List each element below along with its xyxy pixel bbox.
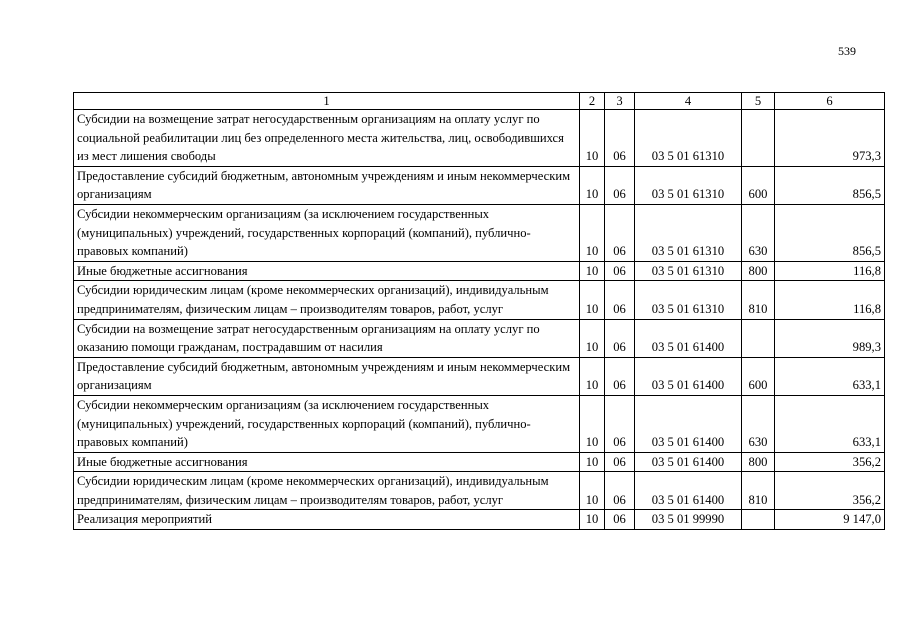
row-name: Субсидии юридическим лицам (кроме некоммерческих организаций), индивидуальным предпринимателям, физическим лицам – производителям товаров, работ, услуг <box>74 281 580 319</box>
row-expense-type <box>742 510 775 530</box>
row-section: 10 <box>580 319 605 357</box>
row-sum: 116,8 <box>775 281 885 319</box>
row-sum: 633,1 <box>775 357 885 395</box>
budget-table <box>73 92 885 530</box>
row-section: 10 <box>580 261 605 281</box>
row-target-code: 03 5 01 61310 <box>635 281 742 319</box>
row-subsection: 06 <box>605 166 635 204</box>
row-target-code: 03 5 01 61310 <box>635 261 742 281</box>
row-subsection: 06 <box>605 281 635 319</box>
row-subsection: 06 <box>605 510 635 530</box>
row-target-code: 03 5 01 99990 <box>635 510 742 530</box>
row-name: Реализация мероприятий <box>74 510 580 530</box>
row-section: 10 <box>580 395 605 452</box>
table-row <box>74 357 885 395</box>
row-section: 10 <box>580 357 605 395</box>
row-section: 10 <box>580 281 605 319</box>
table-row <box>74 110 885 167</box>
row-name: Иные бюджетные ассигнования <box>74 452 580 472</box>
row-sum: 856,5 <box>775 166 885 204</box>
table-row <box>74 319 885 357</box>
row-name: Иные бюджетные ассигнования <box>74 261 580 281</box>
row-section: 10 <box>580 166 605 204</box>
header-col-5: 5 <box>742 93 775 110</box>
row-section: 10 <box>580 472 605 510</box>
table-row <box>74 452 885 472</box>
table-row <box>74 510 885 530</box>
row-subsection: 06 <box>605 472 635 510</box>
row-sum: 989,3 <box>775 319 885 357</box>
row-expense-type <box>742 319 775 357</box>
row-target-code: 03 5 01 61310 <box>635 166 742 204</box>
row-subsection: 06 <box>605 261 635 281</box>
row-sum: 356,2 <box>775 472 885 510</box>
row-expense-type: 630 <box>742 204 775 261</box>
table-row <box>74 281 885 319</box>
header-col-6: 6 <box>775 93 885 110</box>
row-expense-type: 630 <box>742 395 775 452</box>
row-expense-type: 800 <box>742 452 775 472</box>
table-row <box>74 204 885 261</box>
header-col-3: 3 <box>605 93 635 110</box>
row-target-code: 03 5 01 61310 <box>635 110 742 167</box>
table-header-row <box>74 93 885 110</box>
row-sum: 356,2 <box>775 452 885 472</box>
row-subsection: 06 <box>605 204 635 261</box>
row-sum: 116,8 <box>775 261 885 281</box>
row-expense-type: 810 <box>742 472 775 510</box>
row-name: Субсидии некоммерческим организациям (за исключением государственных (муниципальных) учреждений, государственных корпораций (компаний), публично-правовых компаний) <box>74 204 580 261</box>
row-subsection: 06 <box>605 110 635 167</box>
row-target-code: 03 5 01 61400 <box>635 357 742 395</box>
header-col-1: 1 <box>74 93 580 110</box>
row-name: Субсидии юридическим лицам (кроме некоммерческих организаций), индивидуальным предпринимателям, физическим лицам – производителям товаров, работ, услуг <box>74 472 580 510</box>
row-subsection: 06 <box>605 357 635 395</box>
page-number: 539 <box>838 44 856 58</box>
row-section: 10 <box>580 510 605 530</box>
row-sum: 856,5 <box>775 204 885 261</box>
row-subsection: 06 <box>605 452 635 472</box>
header-col-2: 2 <box>580 93 605 110</box>
row-target-code: 03 5 01 61400 <box>635 319 742 357</box>
row-sum: 9 147,0 <box>775 510 885 530</box>
row-sum: 633,1 <box>775 395 885 452</box>
row-section: 10 <box>580 110 605 167</box>
row-target-code: 03 5 01 61310 <box>635 204 742 261</box>
row-name: Предоставление субсидий бюджетным, автономным учреждениям и иным некоммерческим организациям <box>74 166 580 204</box>
row-name: Предоставление субсидий бюджетным, автономным учреждениям и иным некоммерческим организациям <box>74 357 580 395</box>
row-subsection: 06 <box>605 319 635 357</box>
table-row <box>74 166 885 204</box>
row-target-code: 03 5 01 61400 <box>635 472 742 510</box>
row-expense-type: 600 <box>742 166 775 204</box>
table-row <box>74 395 885 452</box>
table-row <box>74 261 885 281</box>
table-row <box>74 472 885 510</box>
row-name: Субсидии на возмещение затрат негосударственным организациям на оплату услуг по социальной реабилитации лиц без определенного места жительства, лиц, освободившихся из мест лишения свободы <box>74 110 580 167</box>
row-name: Субсидии некоммерческим организациям (за исключением государственных (муниципальных) учреждений, государственных корпораций (компаний), публично-правовых компаний) <box>74 395 580 452</box>
row-subsection: 06 <box>605 395 635 452</box>
row-target-code: 03 5 01 61400 <box>635 452 742 472</box>
row-section: 10 <box>580 452 605 472</box>
row-name: Субсидии на возмещение затрат негосударственным организациям на оплату услуг по оказанию помощи гражданам, пострадавшим от насилия <box>74 319 580 357</box>
row-expense-type: 600 <box>742 357 775 395</box>
row-target-code: 03 5 01 61400 <box>635 395 742 452</box>
row-section: 10 <box>580 204 605 261</box>
row-expense-type <box>742 110 775 167</box>
header-col-4: 4 <box>635 93 742 110</box>
row-sum: 973,3 <box>775 110 885 167</box>
row-expense-type: 810 <box>742 281 775 319</box>
row-expense-type: 800 <box>742 261 775 281</box>
